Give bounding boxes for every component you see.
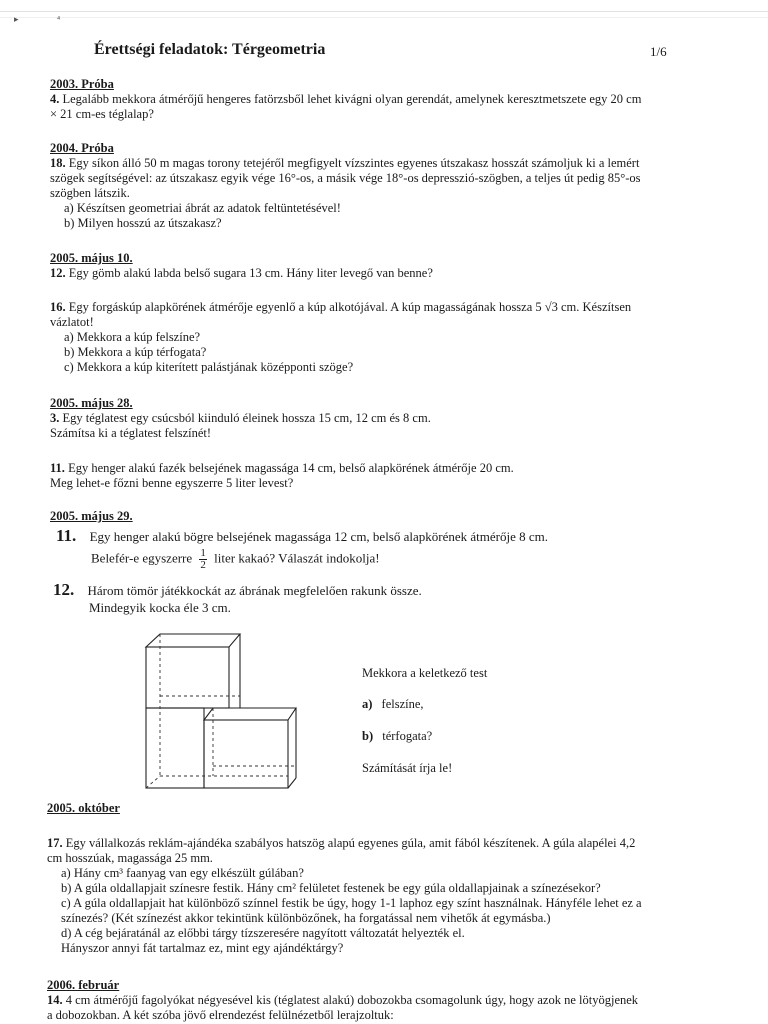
problem-text: Számítsa ki a téglatest felszínét!	[50, 426, 212, 440]
section-heading: 2005. május 28.	[50, 396, 133, 410]
problem-subitem: d) A cég bejáratánál az előbbi tárgy tízszeresére nagyított változatát helyezték el.	[61, 926, 465, 940]
problem-text: Egy vállalkozás reklám-ajándéka szabályos hatszög alapú egyenes gúla, amit fából készítenek. A gúla alapélei 4,2	[65, 836, 636, 850]
corner-mark-right: ⁴	[57, 14, 61, 24]
problem-text: Egy forgáskúp alapkörének átmérője egyenlő a kúp alkotójával. A kúp magasságának hossza 5 √3 cm. Készítsen	[68, 300, 632, 314]
section-2005-may-29	[50, 509, 133, 524]
fraction-one-half: $\frac{1}{2}$	[200, 547, 206, 571]
problem-subitem: c) Mekkora a kúp kiterített palástjának középponti szöge?	[64, 360, 354, 374]
problem-text: Mindegyik kocka éle 3 cm.	[89, 600, 231, 615]
section-2004	[50, 141, 641, 231]
section-2005-oktober	[47, 801, 120, 816]
hidden-edge	[146, 776, 160, 788]
scan-edge-line	[0, 11, 768, 12]
scan-edge-line-faint	[0, 17, 768, 18]
bottom-right-cube-bottom-edge	[288, 778, 296, 788]
three-cubes-figure	[140, 628, 310, 794]
problem-text: Legalább mekkora átmérőjű hengeres fatörzsből lehet kivágni olyan gerendát, amelynek keresztmetszete egy 20 cm	[62, 92, 642, 106]
section-2003	[50, 77, 641, 122]
problem-11-bogre	[56, 528, 548, 544]
problem-number: 11.	[56, 526, 77, 545]
problem-11-fazek	[50, 461, 514, 491]
problem-subitem: b) A gúla oldallapjait színesre festik. Hány cm² felületet festenek be egy gúla oldallapjainak a színezésekor?	[61, 881, 601, 895]
problem-number: 18.	[50, 156, 66, 170]
page-number: 1/6	[650, 44, 667, 59]
problem-text: Három tömör játékkockát az ábrának megfelelően rakunk össze.	[87, 583, 422, 598]
problem-12	[50, 266, 433, 281]
section-heading: 2005. október	[47, 801, 120, 815]
problem-text: 4 cm átmérőjű fagolyókat négyesével kis (téglatest alakú) dobozokba csomagolunk úgy, hogy azok ne lötyögjenek	[65, 993, 639, 1007]
top-cube-front-face	[146, 647, 229, 708]
problem-14	[47, 993, 638, 1008]
problem-number: 12.	[53, 580, 75, 599]
bottom-right-cube-top-face	[204, 708, 296, 720]
problem-number: 14.	[47, 993, 63, 1007]
problem-number: 16.	[50, 300, 66, 314]
page-title: Érettségi feladatok: Térgeometria	[94, 41, 326, 58]
problem-text: Egy téglatest egy csúcsból kiinduló éleinek hossza 15 cm, 12 cm és 8 cm.	[62, 411, 431, 425]
figure-item-b: b) térfogata?	[362, 729, 433, 743]
problem-12-kocka	[53, 582, 422, 598]
problem-text: a dobozokban. A két szóba jövő elrendezést felülnézetből lerajzoltuk:	[47, 1008, 394, 1022]
problem-17	[47, 836, 642, 956]
problem-number: 3.	[50, 411, 60, 425]
problem-text: × 21 cm-es téglalap?	[50, 107, 154, 121]
problem-subitem: a) Készítsen geometriai ábrát az adatok feltüntetésével!	[64, 201, 341, 215]
problem-subitem: a) Mekkora a kúp felszíne?	[64, 330, 201, 344]
problem-16	[50, 300, 631, 375]
problem-subitem: b) Mekkora a kúp térfogata?	[64, 345, 207, 359]
section-heading: 2006. február	[47, 978, 120, 992]
problem-text: cm hosszúak, magassága 25 mm.	[47, 851, 213, 865]
problem-text: Egy henger alakú bögre belsejének magassága 12 cm, belső alapkörének átmérője 8 cm.	[89, 529, 548, 544]
problem-number: 17.	[47, 836, 63, 850]
section-heading: 2004. Próba	[50, 141, 114, 155]
problem-text: Egy henger alakú fazék belsejének magassága 14 cm, belső alapkörének átmérője 20 cm.	[68, 461, 514, 475]
section-heading: 2005. május 10.	[50, 251, 133, 265]
section-2005-may-28	[50, 396, 431, 441]
problem-text: liter kakaó? Válaszát indokolja!	[214, 550, 380, 566]
problem-18	[50, 156, 641, 171]
problem-text: Egy síkon álló 50 m magas torony tetejéről megfigyelt vízszintes egyenes útszakasz hosszát számoljuk ki a lemért	[68, 156, 640, 170]
problem-number: 12.	[50, 266, 66, 280]
section-2005-may-10	[50, 251, 433, 281]
problem-subitem: Hányszor annyi fát tartalmaz ez, mint egy ajándéktárgy?	[61, 941, 344, 955]
problem-text: Belefér-e egyszerre	[91, 550, 193, 566]
problem-11-bogre-line2	[91, 548, 380, 571]
problem-text: vázlatot!	[50, 315, 94, 329]
problem-3	[50, 411, 431, 426]
figure-item-a: a) felszíne,	[362, 697, 424, 711]
problem-number: 4.	[50, 92, 60, 106]
problem-text: szögben látszik.	[50, 186, 130, 200]
problem-text: szögek segítségével: az útszakasz egyik vége 16°-os, a másik vége 18°-os depresszió-szögben, a teljes út pedig 85°-os	[50, 171, 641, 185]
problem-subitem: b) Milyen hosszú az útszakasz?	[64, 216, 222, 230]
bottom-right-cube-front	[204, 720, 288, 788]
problem-number: 11.	[50, 461, 65, 475]
figure-instruction: Számítását írja le!	[362, 761, 453, 775]
corner-mark-left: ▸	[14, 14, 19, 24]
problem-text: Egy gömb alakú labda belső sugara 13 cm. Hány liter levegő van benne?	[68, 266, 433, 280]
figure-question: Mekkora a keletkező test	[362, 666, 488, 680]
section-heading: 2005. május 29.	[50, 509, 133, 523]
problem-subitem: c) A gúla oldallapjait hat különböző színnel festik be úgy, hogy 1-1 laphoz egy színt használnak. Hányféle lehet ez a	[61, 896, 642, 910]
problem-subitem: a) Hány cm³ faanyag van egy elkészült gúlában?	[61, 866, 304, 880]
problem-subitem: színezés? (Két színezést akkor tekintünk különbözőnek, ha forgatással nem vihetők át egymásba.)	[61, 911, 551, 925]
section-2006-februar	[47, 978, 638, 1023]
section-heading: 2003. Próba	[50, 77, 114, 91]
problem-text: Meg lehet-e főzni benne egyszerre 5 liter levest?	[50, 476, 294, 490]
problem-4	[50, 92, 641, 107]
